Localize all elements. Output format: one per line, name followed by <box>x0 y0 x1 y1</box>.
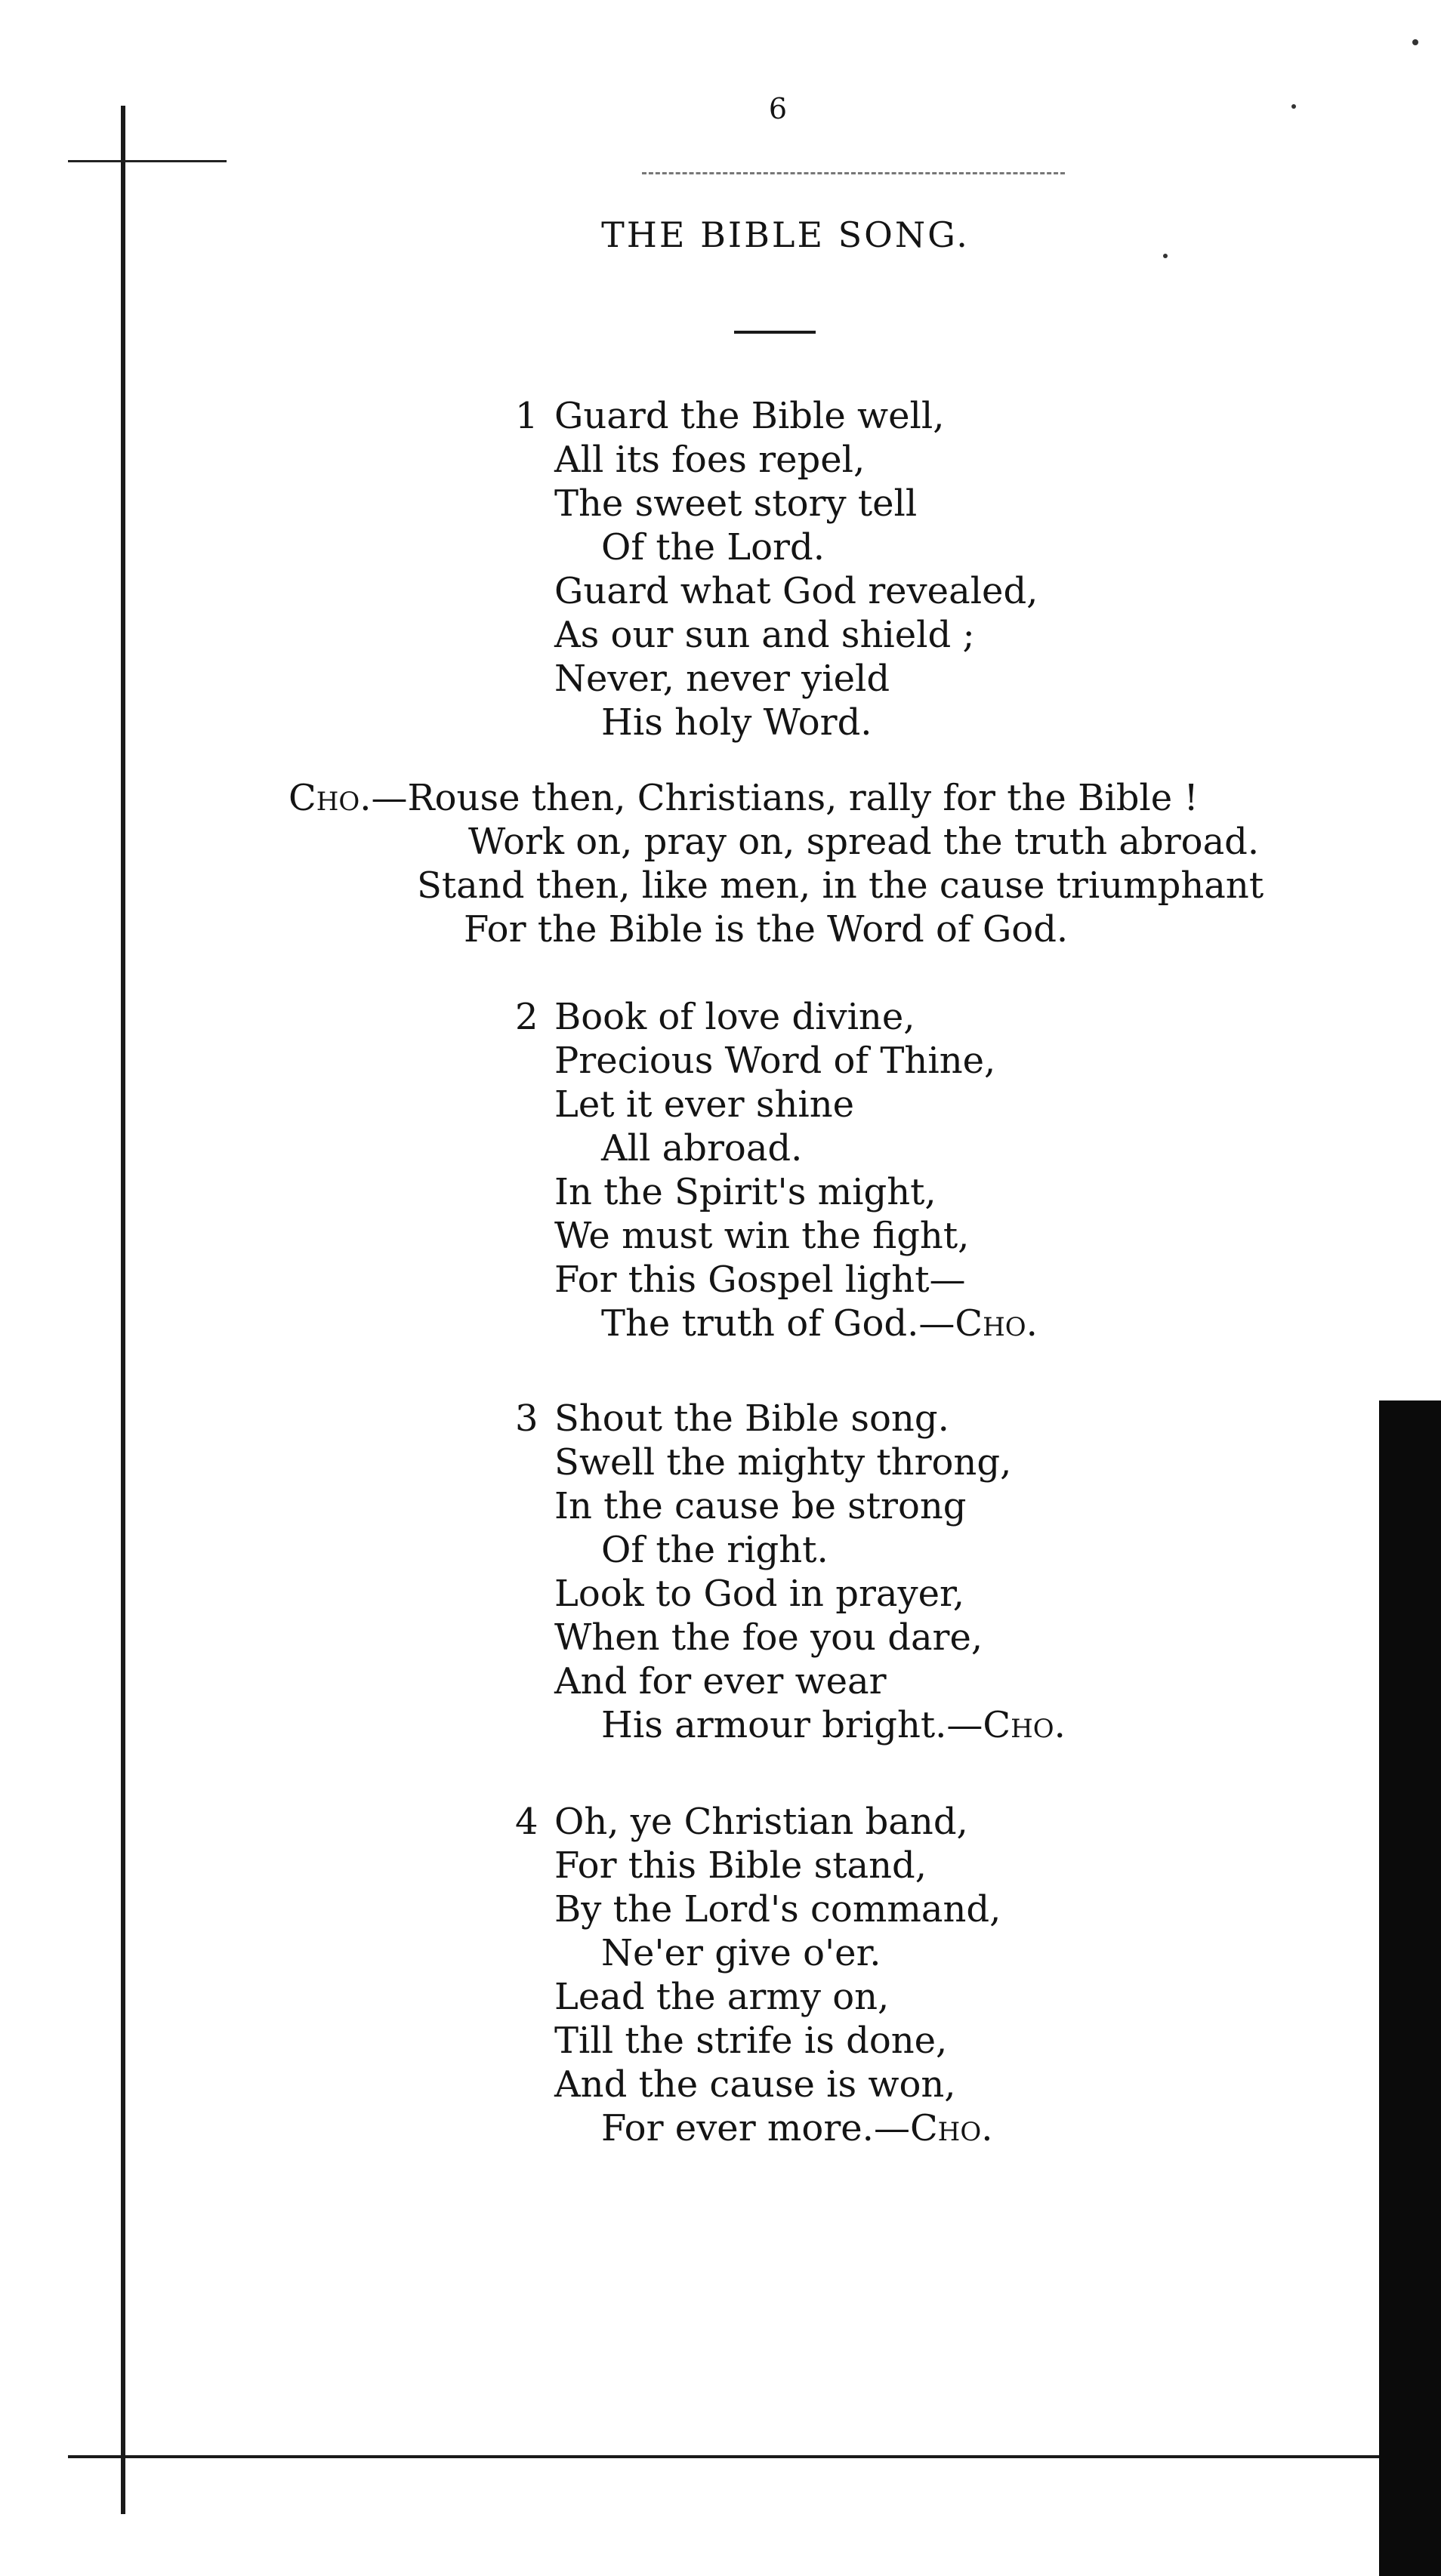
top-left-rule <box>68 160 227 162</box>
verse-line: Precious Word of Thine, <box>554 1040 996 1082</box>
verse-line: For this Gospel light— <box>554 1259 966 1301</box>
verse-line: Shout the Bible song. <box>554 1397 949 1440</box>
chorus-line <box>289 776 1264 820</box>
verse-line: Never, never yield <box>554 658 890 700</box>
chorus-text: Rouse then, Christians, rally for the Bible ! <box>407 777 1199 819</box>
verse-line-text: For ever more.— <box>601 2107 910 2149</box>
chorus <box>289 776 1264 951</box>
verse-line <box>554 2106 1001 2150</box>
verse-line: Of the right. <box>601 1529 828 1571</box>
verse-line: When the foe you dare, <box>554 1616 983 1659</box>
verse-line: Oh, ye Christian band, <box>554 1801 968 1843</box>
verse-1 <box>515 394 1038 744</box>
chorus-line: Work on, pray on, spread the truth abroad. <box>468 821 1260 863</box>
verse-line: The sweet story tell <box>554 482 918 525</box>
verse-number: 3 <box>515 1397 538 1440</box>
verse-3 <box>515 1397 1066 1747</box>
chorus-line: For the Bible is the Word of God. <box>464 908 1069 951</box>
verse-4 <box>515 1800 1001 2150</box>
verse-line: Look to God in prayer, <box>554 1573 964 1615</box>
verse-line <box>554 1703 1066 1747</box>
verse-line: Ne'er give o'er. <box>601 1932 881 1974</box>
verse-line: And the cause is won, <box>554 2063 956 2106</box>
title-divider <box>734 331 816 334</box>
chorus-reference: Cho. <box>955 1302 1038 1345</box>
verse-line: Guard the Bible well, <box>554 395 945 437</box>
verse-2 <box>515 995 1038 1345</box>
verse-line: Till the strife is done, <box>554 2020 948 2062</box>
bottom-rule <box>68 2455 1386 2458</box>
verse-line-text: The truth of God.— <box>601 1302 955 1345</box>
verse-line: In the cause be strong <box>554 1485 967 1527</box>
left-margin-rule <box>121 106 125 2514</box>
verse-line: In the Spirit's might, <box>554 1171 936 1213</box>
top-dashed-rule <box>642 172 1065 176</box>
verse-line: As our sun and shield ; <box>554 614 975 656</box>
verse-number: 1 <box>515 395 538 437</box>
verse-line: By the Lord's command, <box>554 1888 1001 1930</box>
verse-line-text: His armour bright.— <box>601 1704 983 1746</box>
verse-number: 4 <box>515 1801 538 1843</box>
verse-line: Of the Lord. <box>601 526 825 569</box>
chorus-reference: Cho. <box>909 2107 993 2149</box>
chorus-line: Stand then, like men, in the cause triumphant <box>417 864 1264 907</box>
verse-line: For this Bible stand, <box>554 1844 927 1887</box>
song-title: THE BIBLE SONG. <box>601 214 970 255</box>
verse-line: Swell the mighty throng, <box>554 1441 1012 1484</box>
verse-line: We must win the fight, <box>554 1215 970 1257</box>
chorus-label: Cho.— <box>289 777 408 819</box>
scan-speck <box>1412 39 1418 45</box>
verse-line: And for ever wear <box>554 1660 887 1702</box>
verse-line: Guard what God revealed, <box>554 570 1038 612</box>
verse-line: Lead the army on, <box>554 1976 890 2018</box>
scan-edge-shadow <box>1379 1400 1441 2576</box>
verse-line: Let it ever shine <box>554 1083 855 1126</box>
page-number: 6 <box>768 92 788 125</box>
verse-line <box>554 1302 1038 1345</box>
verse-number: 2 <box>515 996 538 1038</box>
verse-line: His holy Word. <box>601 701 872 744</box>
verse-line: All abroad. <box>601 1127 803 1169</box>
scan-speck <box>1163 254 1168 258</box>
chorus-reference: Cho. <box>983 1704 1066 1746</box>
scan-speck <box>1291 104 1296 109</box>
verse-line: All its foes repel, <box>554 439 866 481</box>
verse-line: Book of love divine, <box>554 996 915 1038</box>
